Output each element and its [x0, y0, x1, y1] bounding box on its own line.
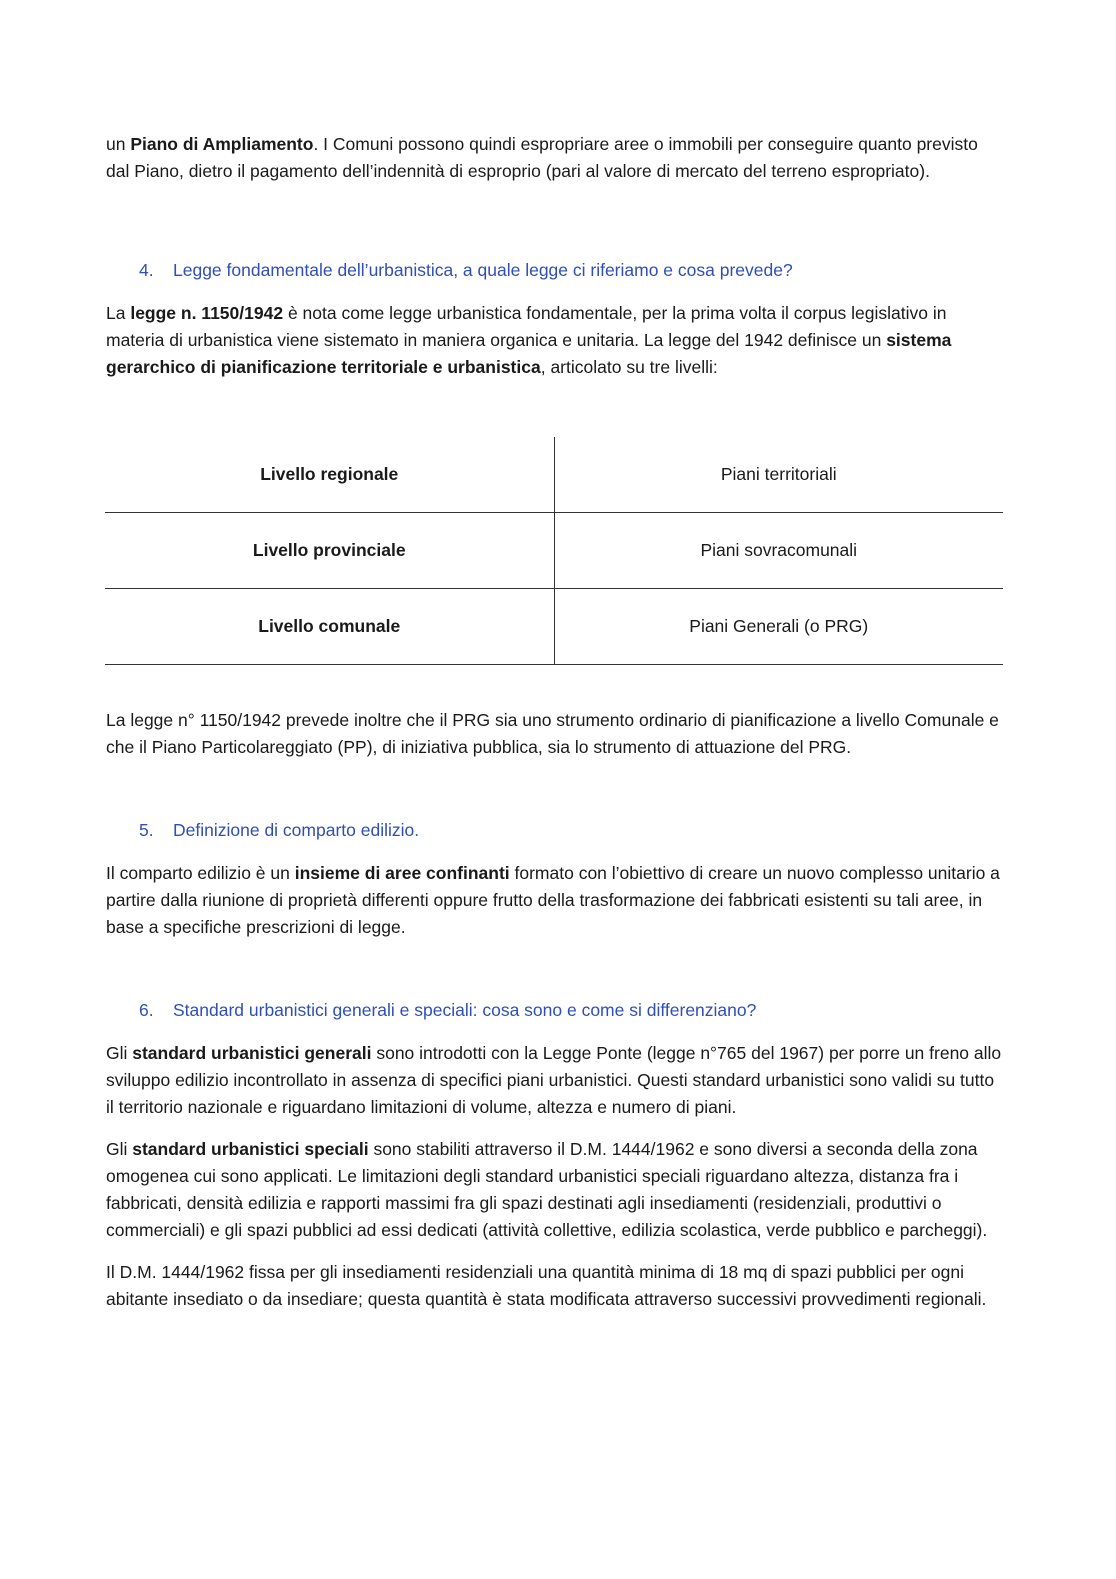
paragraph-standard-generali: Gli standard urbanistici generali sono introdotti con la Legge Ponte (legge n°765 del 1967) per porre un freno allo sviluppo edilizio incontrollato in assenza di specifici piani urbanistici. Questi standard urbanistici sono validi su tutto il territorio nazionale e riguardano limitazioni di volume, altezza e numero di piani. — [106, 1043, 1002, 1117]
paragraph-comparto: Il comparto edilizio è un insieme di aree confinanti formato con l’obiettivo di creare un nuovo complesso unitario a partire dalla riunione di proprietà differenti oppure frutto della trasformazione dei fabbricati esistenti su tali aree, in base a specifiche prescrizioni di legge. — [106, 863, 1000, 937]
question-number: 4. — [139, 260, 154, 280]
table-row — [105, 589, 1003, 665]
level-cell: Livello provinciale — [105, 513, 554, 589]
level-cell: Livello comunale — [105, 589, 554, 665]
question-5-heading: 5. Definizione di comparto edilizio. — [106, 817, 1006, 844]
bold-term: legge n. 1150/1942 — [130, 303, 284, 323]
question-number: 5. — [139, 820, 154, 840]
bold-term: insieme di aree confinanti — [294, 863, 510, 883]
question-6-heading: 6. Standard urbanistici generali e speciali: cosa sono e come si differenziano? — [106, 997, 1006, 1024]
planning-levels-table — [105, 437, 1003, 665]
paragraph-dm-1444: Il D.M. 1444/1962 fissa per gli insediamenti residenziali una quantità minima di 18 mq di spazi pubblici per ogni abitante insediato o da insediare; questa quantità è stata modificata attraverso successivi provvedimenti regionali. — [106, 1262, 987, 1309]
question-number: 6. — [139, 1000, 154, 1020]
bold-term: sistema gerarchico di pianificazione territoriale e urbanistica — [106, 330, 952, 377]
document-page — [106, 131, 1006, 1313]
bold-term: standard urbanistici speciali — [132, 1139, 369, 1159]
question-4-heading: 4. Legge fondamentale dell’urbanistica, a quale legge ci riferiamo e cosa prevede? — [106, 257, 1006, 284]
paragraph-piano-ampliamento: un Piano di Ampliamento. I Comuni possono quindi espropriare aree o immobili per conseguire quanto previsto dal Piano, dietro il pagamento dell’indennità di esproprio (pari al valore di mercato del terreno espropriato). — [106, 134, 978, 181]
plan-cell: Piani sovracomunali — [554, 513, 1003, 589]
plan-cell: Piani Generali (o PRG) — [554, 589, 1003, 665]
bold-term: standard urbanistici generali — [132, 1043, 372, 1063]
level-cell: Livello regionale — [105, 437, 554, 513]
table-row — [105, 437, 1003, 513]
paragraph-prg: La legge n° 1150/1942 prevede inoltre che il PRG sia uno strumento ordinario di pianificazione a livello Comunale e che il Piano Particolareggiato (PP), di iniziativa pubblica, sia lo strumento di attuazione del PRG. — [106, 710, 999, 757]
paragraph-standard-speciali: Gli standard urbanistici speciali sono stabiliti attraverso il D.M. 1444/1962 e sono diversi a seconda della zona omogenea cui sono applicati. Le limitazioni degli standard urbanistici speciali riguardano altezza, distanza fra i fabbricati, densità edilizia e rapporti massimi fra gli spazi destinati agli insediamenti (residenziali, produttivi o commerciali) e gli spazi pubblici ad essi dedicati (attività collettive, edilizia scolastica, verde pubblico e parcheggi). — [106, 1139, 988, 1240]
plan-cell: Piani territoriali — [720, 464, 837, 484]
bold-term: Piano di Ampliamento — [130, 134, 314, 154]
paragraph-legge-1150: La legge n. 1150/1942 è nota come legge urbanistica fondamentale, per la prima volta il corpus legislativo in materia di urbanistica viene sistemato in maniera organica e unitaria. La legge del 1942 definisce un sistema gerarchico di pianificazione territoriale e urbanistica, articolato su tre livelli: — [106, 303, 952, 377]
table-row — [105, 513, 1003, 589]
